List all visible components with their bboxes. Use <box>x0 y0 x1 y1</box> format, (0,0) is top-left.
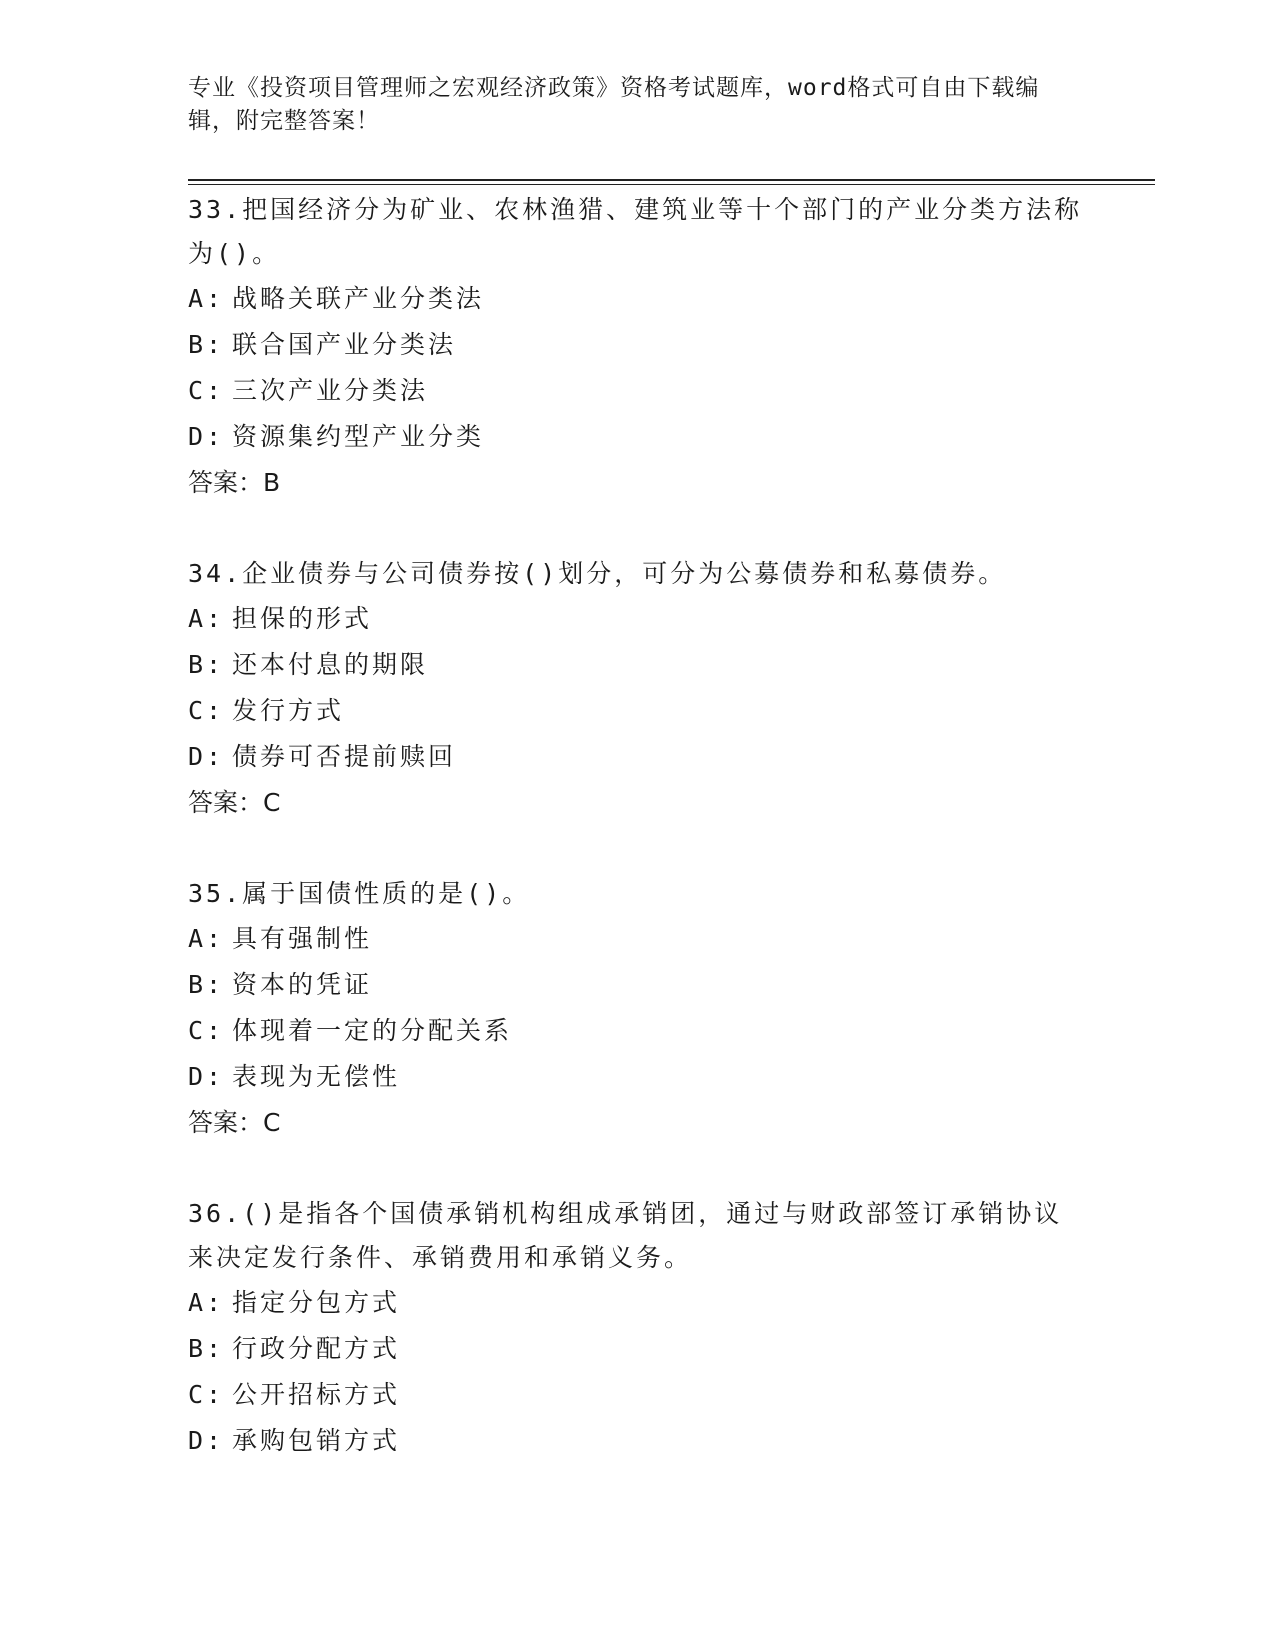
option-letter: A: <box>188 604 225 633</box>
document-header: 专业《投资项目管理师之宏观经济政策》资格考试题库，word格式可自由下载编辑，附完整答案！ <box>188 75 1040 134</box>
answer-line: 答案：C <box>188 1108 281 1137</box>
option-b <box>188 322 1088 368</box>
option-text: 行政分配方式 <box>232 1334 401 1363</box>
option-letter: A: <box>188 1288 225 1317</box>
option-text: 表现为无偿性 <box>232 1062 401 1091</box>
option-c <box>188 368 1088 414</box>
option-b <box>188 642 1088 688</box>
option-letter: C: <box>188 696 225 725</box>
option-text: 联合国产业分类法 <box>232 330 457 359</box>
question-stem: 36.()是指各个国债承销机构组成承销团，通过与财政部签订承销协议来决定发行条件、承销费用和承销义务。 <box>188 1199 1063 1272</box>
answer-line: 答案：C <box>188 788 281 817</box>
question-35 <box>188 872 1088 1146</box>
option-c <box>188 688 1088 734</box>
header-divider-thick <box>188 179 1155 181</box>
option-letter: C: <box>188 1016 225 1045</box>
option-text: 还本付息的期限 <box>232 650 429 679</box>
option-text: 公开招标方式 <box>232 1380 401 1409</box>
option-text: 战略关联产业分类法 <box>232 284 485 313</box>
question-stem: 33.把国经济分为矿业、农林渔猎、建筑业等十个部门的产业分类方法称为()。 <box>188 195 1083 268</box>
option-d <box>188 414 1088 460</box>
option-c <box>188 1008 1088 1054</box>
option-letter: D: <box>188 742 225 771</box>
option-b <box>188 962 1088 1008</box>
option-a <box>188 916 1088 962</box>
question-list <box>188 188 1088 1510</box>
option-letter: B: <box>188 330 225 359</box>
option-letter: B: <box>188 1334 225 1363</box>
question-stem: 34.企业债券与公司债券按()划分，可分为公募债券和私募债券。 <box>188 559 1007 588</box>
option-d <box>188 734 1088 780</box>
option-a <box>188 596 1088 642</box>
option-letter: D: <box>188 422 225 451</box>
option-letter: C: <box>188 1380 225 1409</box>
option-d <box>188 1054 1088 1100</box>
question-36 <box>188 1192 1088 1464</box>
option-text: 资源集约型产业分类 <box>232 422 485 451</box>
option-letter: D: <box>188 1426 225 1455</box>
option-letter: A: <box>188 924 225 953</box>
option-d <box>188 1418 1088 1464</box>
option-letter: C: <box>188 376 225 405</box>
header-divider-thin <box>188 184 1155 185</box>
option-letter: B: <box>188 650 225 679</box>
option-text: 具有强制性 <box>232 924 373 953</box>
option-text: 指定分包方式 <box>232 1288 401 1317</box>
option-text: 体现着一定的分配关系 <box>232 1016 513 1045</box>
option-a <box>188 276 1088 322</box>
question-33 <box>188 188 1088 506</box>
answer-line: 答案：B <box>188 468 281 497</box>
option-text: 承购包销方式 <box>232 1426 401 1455</box>
option-b <box>188 1326 1088 1372</box>
question-stem: 35.属于国债性质的是()。 <box>188 879 531 908</box>
option-letter: B: <box>188 970 225 999</box>
option-c <box>188 1372 1088 1418</box>
option-text: 资本的凭证 <box>232 970 373 999</box>
option-text: 三次产业分类法 <box>232 376 429 405</box>
option-text: 债券可否提前赎回 <box>232 742 457 771</box>
option-text: 担保的形式 <box>232 604 373 633</box>
option-letter: D: <box>188 1062 225 1091</box>
option-text: 发行方式 <box>232 696 345 725</box>
option-letter: A: <box>188 284 225 313</box>
question-34 <box>188 552 1088 826</box>
option-a <box>188 1280 1088 1326</box>
